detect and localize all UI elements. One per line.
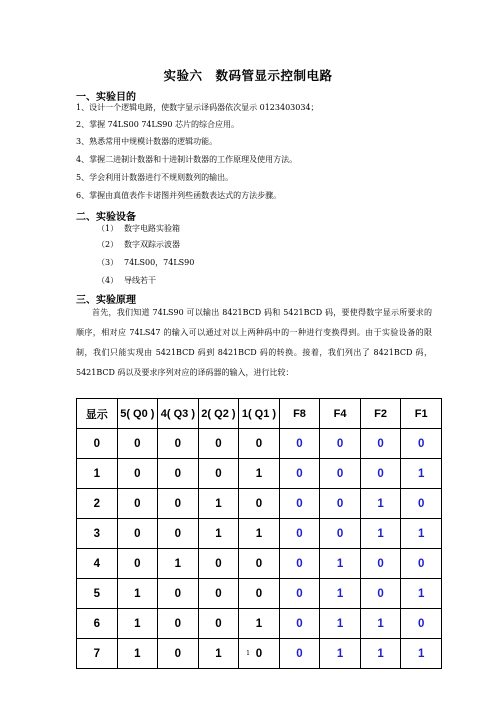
table-cell: 1 [239, 609, 280, 639]
equipment-number: （1） [97, 224, 119, 233]
table-cell: 0 [117, 549, 158, 579]
table-cell: 0 [279, 489, 320, 519]
table-cell: 2 [77, 489, 118, 519]
table-cell: 1 [117, 579, 158, 609]
page-number: 1 [246, 650, 250, 657]
table-cell: 1 [360, 639, 401, 669]
equipment-number: （4） [97, 276, 119, 285]
table-cell: 0 [360, 429, 401, 459]
header-cell: F1 [401, 399, 442, 429]
table-cell: 0 [320, 459, 361, 489]
table-cell: 1 [198, 489, 239, 519]
table-cell: 0 [117, 519, 158, 549]
table-cell: 1 [360, 489, 401, 519]
table-cell: 0 [239, 489, 280, 519]
table-cell: 1 [239, 459, 280, 489]
table-cell: 0 [279, 549, 320, 579]
table-cell: 0 [239, 549, 280, 579]
table-cell: 0 [158, 519, 199, 549]
table-cell: 0 [279, 429, 320, 459]
table-cell: 1 [117, 609, 158, 639]
table-cell: 0 [117, 429, 158, 459]
table-cell: 0 [360, 549, 401, 579]
table-cell: 0 [401, 609, 442, 639]
table-cell: 6 [77, 609, 118, 639]
table-cell: 0 [158, 579, 199, 609]
table-cell: 0 [279, 579, 320, 609]
equipment-name: 74LS00，74LS90 [124, 258, 195, 267]
table-cell: 0 [198, 609, 239, 639]
table-row [77, 609, 442, 639]
table-cell: 0 [239, 639, 280, 669]
table-cell: 4 [77, 549, 118, 579]
header-cell: F2 [360, 399, 401, 429]
table-cell: 0 [279, 459, 320, 489]
header-cell: F4 [320, 399, 361, 429]
table-cell: 1 [401, 459, 442, 489]
table-row [77, 459, 442, 489]
table-cell: 0 [198, 549, 239, 579]
table-cell: 0 [320, 519, 361, 549]
table-cell: 0 [198, 429, 239, 459]
equipment-name: 导线若干 [124, 276, 156, 285]
table-cell: 0 [360, 459, 401, 489]
table-cell: 0 [239, 429, 280, 459]
principle-paragraph: 首先，我们知道 74LS90 可以输出 8421BCD 码和 5421BCD 码，要使得数字显示所要求的顺序，相对应 74LS47 的输入可以通过对以上两种码中的一种进行变换得到。由于实验设备的限制，我们只能实现由 5421BCD 码到 8421BCD 码的转换。接着，我们列出了 8421BCD 码，5421BCD 码以及要求序列对应的译码器的输入，进行比较： [76, 308, 432, 377]
table-cell: 0 [360, 579, 401, 609]
table-cell: 1 [401, 579, 442, 609]
objective-item: 1、设计一个逻辑电路，使数字显示译码器依次显示 0123403034； [76, 103, 319, 112]
table-row [77, 519, 442, 549]
table-cell: 0 [158, 489, 199, 519]
table-row [77, 579, 442, 609]
objective-item: 2、掌握 74LS00 74LS90 芯片的综合应用。 [76, 120, 240, 129]
equipment-name: 数字电路实验箱 [124, 224, 180, 233]
table-cell: 0 [158, 609, 199, 639]
table-cell: 1 [360, 609, 401, 639]
table-cell: 0 [279, 519, 320, 549]
objective-item: 3、熟悉常用中规模计数器的逻辑功能。 [76, 137, 218, 146]
table-cell: 1 [239, 519, 280, 549]
table-cell: 0 [158, 429, 199, 459]
table-header-row [77, 399, 442, 429]
table-cell: 7 [77, 639, 118, 669]
table-cell: 0 [401, 489, 442, 519]
section-heading-principle: 三、实验原理 [76, 295, 136, 306]
header-cell: 5( Q0 ) [117, 399, 158, 429]
table-cell: 0 [77, 429, 118, 459]
objective-item: 4、掌握二进制计数器和十进制计数器的工作原理及使用方法。 [76, 155, 298, 164]
header-cell: 1( Q1 ) [239, 399, 280, 429]
table-cell: 0 [198, 579, 239, 609]
table-cell: 1 [360, 519, 401, 549]
header-cell: F8 [279, 399, 320, 429]
header-cell: 显示 [77, 399, 118, 429]
table-cell: 0 [117, 489, 158, 519]
table-cell: 1 [158, 549, 199, 579]
table-cell: 0 [279, 609, 320, 639]
equipment-number: （3） [97, 258, 119, 267]
section-heading-objectives: 一、实验目的 [76, 92, 136, 103]
table-cell: 0 [320, 489, 361, 519]
table-cell: 0 [158, 639, 199, 669]
table-cell: 0 [117, 459, 158, 489]
page-title: 实验六 数码管显示控制电路 [163, 68, 333, 83]
table-cell: 3 [77, 519, 118, 549]
table-cell: 1 [77, 459, 118, 489]
table-cell: 1 [320, 549, 361, 579]
table-cell: 1 [401, 519, 442, 549]
header-cell: 2( Q2 ) [198, 399, 239, 429]
table-cell: 0 [401, 429, 442, 459]
table-cell: 0 [239, 579, 280, 609]
table-row [77, 489, 442, 519]
table-cell: 0 [158, 459, 199, 489]
table-cell: 1 [198, 519, 239, 549]
table-row [77, 549, 442, 579]
header-cell: 4( Q3 ) [158, 399, 199, 429]
equipment-number: （2） [97, 240, 119, 249]
table-cell: 1 [320, 639, 361, 669]
table-cell: 0 [279, 639, 320, 669]
objective-item: 6、掌握由真值表作卡诺图并列些函数表达式的方法步骤。 [76, 191, 282, 200]
table-cell: 1 [320, 579, 361, 609]
table-cell: 1 [401, 639, 442, 669]
table-cell: 1 [117, 639, 158, 669]
table-cell: 1 [320, 609, 361, 639]
section-heading-equipment: 二、实验设备 [76, 212, 136, 223]
objective-item: 5、学会利用计数器进行不规则数列的输出。 [76, 173, 234, 182]
table-cell: 1 [198, 639, 239, 669]
table-cell: 0 [320, 429, 361, 459]
truth-table [76, 398, 442, 669]
table-row [77, 429, 442, 459]
table-cell: 5 [77, 579, 118, 609]
table-cell: 0 [401, 549, 442, 579]
equipment-name: 数字双踪示波器 [124, 240, 180, 249]
table-cell: 0 [198, 459, 239, 489]
